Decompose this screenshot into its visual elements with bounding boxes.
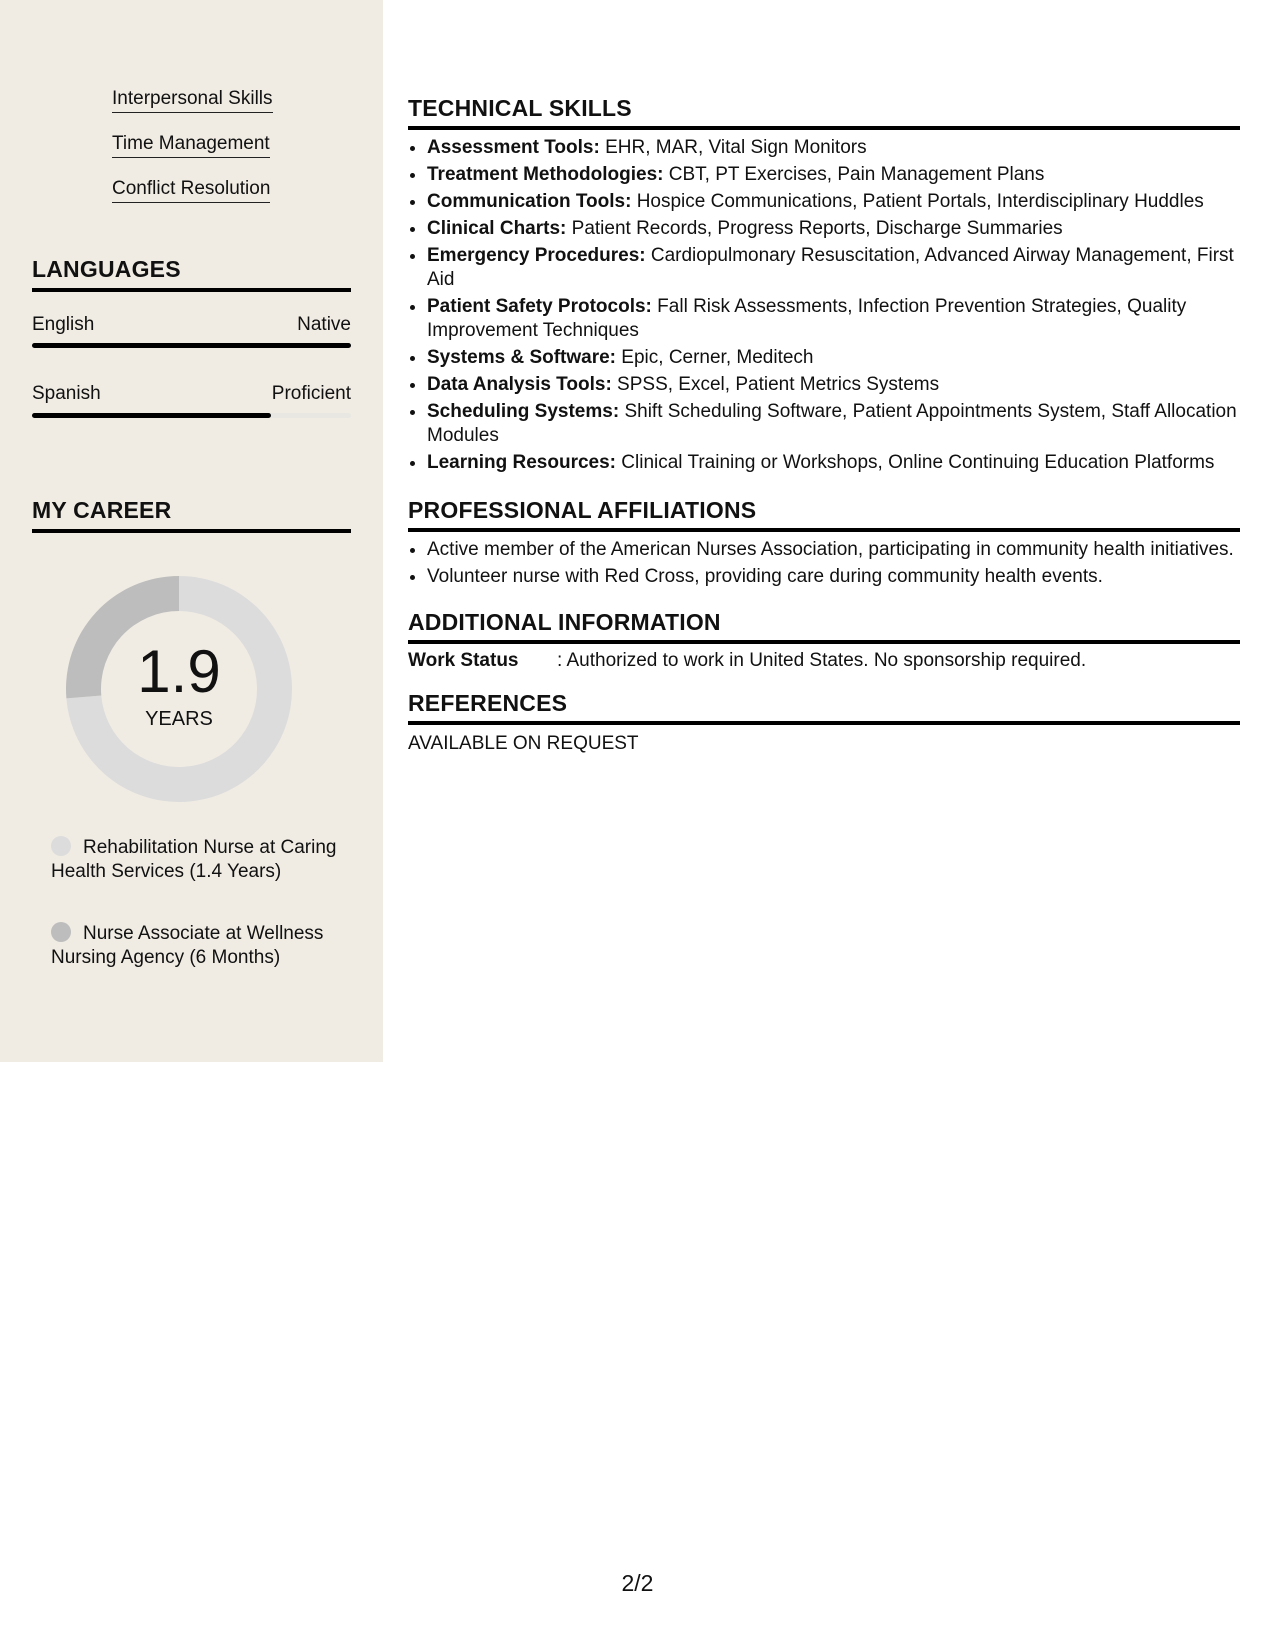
career-item-label: Rehabilitation Nurse at Caring Health Services (1.4 Years) <box>51 837 337 882</box>
technical-skills-list <box>408 136 1259 478</box>
legend-dot <box>51 836 71 856</box>
references-text: AVAILABLE ON REQUEST <box>408 733 639 754</box>
list-item <box>427 217 1259 241</box>
skill-category: Clinical Charts: <box>427 218 567 239</box>
skill-values: CBT, PT Exercises, Pain Management Plans <box>663 164 1045 185</box>
skill-values: Fall Risk Assessments, Infection Prevention Strategies, Quality Improvement Techniques <box>427 296 1187 341</box>
career-donut-chart <box>66 576 292 802</box>
sidebar <box>0 0 383 1062</box>
skill-values: Clinical Training or Workshops, Online Continuing Education Platforms <box>616 452 1215 473</box>
skill-category: Systems & Software: <box>427 347 617 368</box>
affiliations-list <box>408 538 1259 592</box>
legend-dot <box>51 922 71 942</box>
skill-values: Shift Scheduling Software, Patient Appointments System, Staff Allocation Modules <box>427 401 1237 446</box>
skill-interpersonal: Interpersonal Skills <box>112 88 273 113</box>
list-item <box>427 451 1259 475</box>
skill-values: Patient Records, Progress Reports, Discharge Summaries <box>566 218 1063 239</box>
work-status-label: Work Status <box>408 650 519 671</box>
references-heading: REFERENCES <box>408 690 1240 725</box>
list-item <box>427 136 1259 160</box>
skill-values: Hospice Communications, Patient Portals, Interdisciplinary Huddles <box>631 191 1204 212</box>
list-item <box>427 346 1259 370</box>
career-total-unit: YEARS <box>145 707 213 730</box>
language-name: Spanish <box>32 383 101 404</box>
skill-conflict-resolution: Conflict Resolution <box>112 178 270 203</box>
list-item <box>427 295 1259 343</box>
career-total-value: 1.9 <box>137 637 221 705</box>
list-item <box>427 163 1259 187</box>
work-status-value: : Authorized to work in United States. No sponsorship required. <box>557 650 1087 671</box>
skill-values: SPSS, Excel, Patient Metrics Systems <box>611 374 940 395</box>
career-item-label: Nurse Associate at Wellness Nursing Agency (6 Months) <box>51 923 324 968</box>
donut-center <box>66 576 292 802</box>
language-bar-spanish <box>32 413 351 418</box>
career-heading: MY CAREER <box>32 497 351 533</box>
skill-category: Data Analysis Tools: <box>427 374 612 395</box>
technical-skills-heading: TECHNICAL SKILLS <box>408 95 1240 130</box>
list-item <box>427 190 1259 214</box>
skill-category: Patient Safety Protocols: <box>427 296 652 317</box>
skill-category: Assessment Tools: <box>427 137 600 158</box>
work-status-row <box>408 650 1086 672</box>
list-item: • Active member of the American Nurses Association, participating in community health initiatives. <box>427 538 1259 562</box>
list-item: • Volunteer nurse with Red Cross, providing care during community health events. <box>427 565 1259 589</box>
skill-values: Epic, Cerner, Meditech <box>616 347 814 368</box>
page-number: 2/2 <box>621 1570 654 1596</box>
skill-values: EHR, MAR, Vital Sign Monitors <box>599 137 867 158</box>
language-bar-english <box>32 343 351 348</box>
language-name: English <box>32 314 95 335</box>
languages-heading: LANGUAGES <box>32 256 351 292</box>
skill-category: Emergency Procedures: <box>427 245 646 266</box>
skill-values: Cardiopulmonary Resuscitation, Advanced Airway Management, First Aid <box>427 245 1234 290</box>
career-item <box>51 836 341 884</box>
skill-category: Communication Tools: <box>427 191 632 212</box>
list-item <box>427 244 1259 292</box>
list-item <box>427 373 1259 397</box>
language-row-english <box>32 314 351 336</box>
skill-category: Learning Resources: <box>427 452 616 473</box>
skill-category: Treatment Methodologies: <box>427 164 664 185</box>
skill-time-management: Time Management <box>112 133 270 158</box>
language-bar-fill <box>32 343 351 348</box>
additional-info-heading: ADDITIONAL INFORMATION <box>408 609 1240 644</box>
language-bar-fill <box>32 413 271 418</box>
language-row-spanish <box>32 383 351 405</box>
language-level: Native <box>297 314 351 335</box>
affiliations-heading: PROFESSIONAL AFFILIATIONS <box>408 497 1240 532</box>
career-item <box>51 922 341 970</box>
skill-category: Scheduling Systems: <box>427 401 620 422</box>
list-item <box>427 400 1259 448</box>
language-level: Proficient <box>271 383 351 404</box>
